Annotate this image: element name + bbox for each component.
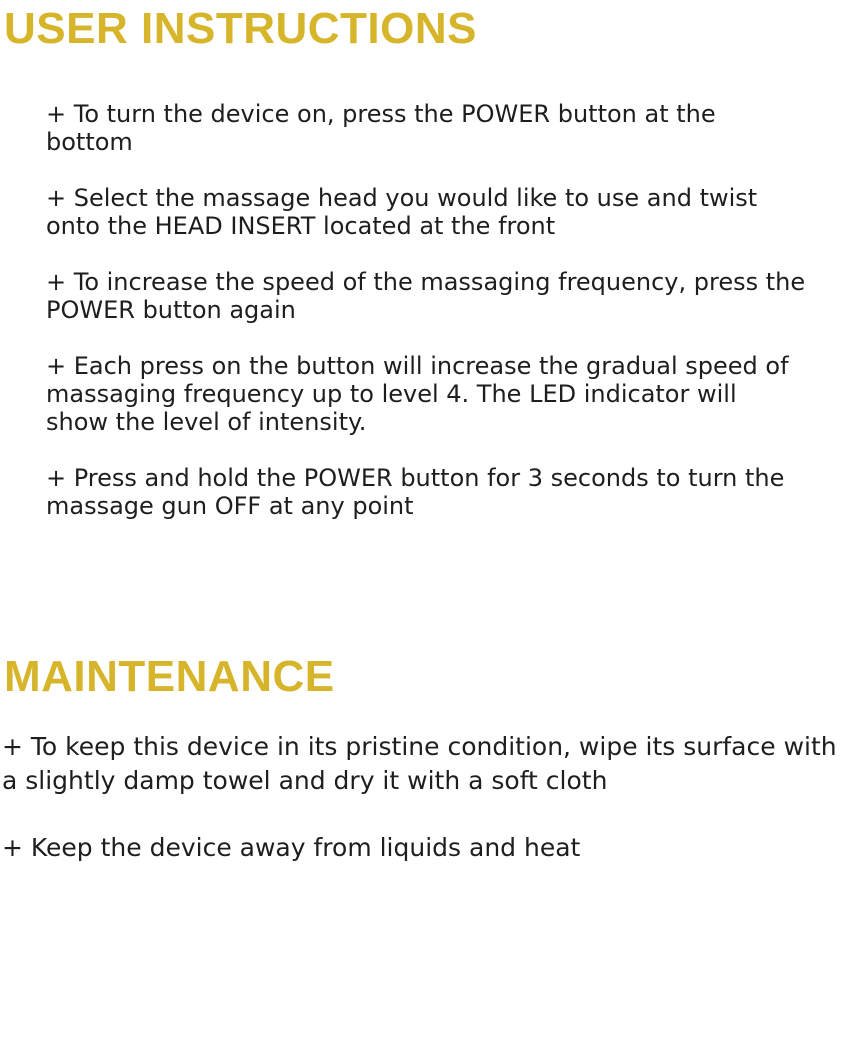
instruction-item: + To turn the device on, press the POWER button at the bottom — [46, 100, 716, 156]
user-instructions-list — [46, 100, 806, 548]
user-instructions-heading: USER INSTRUCTIONS — [4, 4, 477, 53]
maintenance-item: + Keep the device away from liquids and heat — [2, 833, 581, 862]
instruction-item: + To increase the speed of the massaging frequency, press the POWER button again — [46, 268, 806, 324]
maintenance-list — [2, 730, 842, 898]
instruction-item: + Each press on the button will increase the gradual speed of massaging frequency up to level 4. The LED indicator will show the level of intensity. — [46, 352, 789, 436]
maintenance-item: + To keep this device in its pristine condition, wipe its surface with a slightly damp towel and dry it with a soft cloth — [2, 732, 837, 795]
maintenance-heading: MAINTENANCE — [4, 652, 335, 701]
instruction-item: + Press and hold the POWER button for 3 seconds to turn the massage gun OFF at any point — [46, 464, 785, 520]
instruction-item: + Select the massage head you would like to use and twist onto the HEAD INSERT located at the front — [46, 184, 758, 240]
